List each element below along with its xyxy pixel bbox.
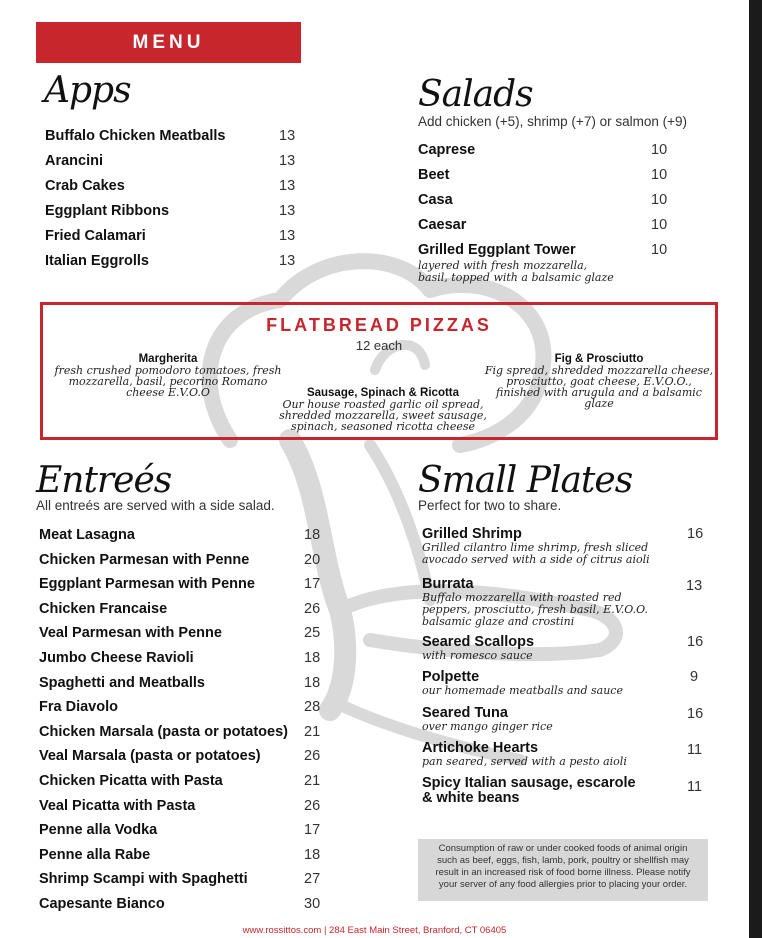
item-description: Grilled cilantro lime shrimp, fresh sliced <box>422 541 649 554</box>
item-price: 10 <box>651 242 668 258</box>
item-description: balsamic glaze and crostini <box>422 615 575 628</box>
pizza-description: finished with arugula and a balsamic <box>496 386 702 399</box>
small-plate-item <box>422 705 712 733</box>
item-price: 26 <box>304 600 321 617</box>
menu-item <box>418 217 698 242</box>
menu-item <box>39 625 329 650</box>
item-name: Beet <box>418 167 450 183</box>
item-price: 21 <box>304 723 321 740</box>
pizza-name: Fig & Prosciutto <box>554 353 644 365</box>
item-price: 30 <box>304 895 321 912</box>
pizza-item <box>273 387 493 432</box>
item-name: Burrata <box>422 576 474 592</box>
item-name: Buffalo Chicken Meatballs <box>45 128 226 144</box>
item-price: 13 <box>279 128 296 144</box>
small-plates-subtitle: Perfect for two to share. <box>418 498 562 513</box>
menu-item <box>39 822 329 847</box>
item-price: 16 <box>687 634 704 650</box>
pizza-name: Margherita <box>138 353 198 365</box>
item-name: Veal Marsala (pasta or potatoes) <box>39 748 261 765</box>
item-price: 13 <box>279 203 296 219</box>
menu-item <box>418 192 698 217</box>
small-plate-item <box>422 669 712 697</box>
flatbread-title: FLATBREAD PIZZAS <box>266 315 492 335</box>
item-price: 13 <box>279 153 296 169</box>
item-price: 25 <box>304 625 321 642</box>
item-price: 17 <box>304 576 321 593</box>
food-safety-notice <box>418 839 708 901</box>
item-price: 10 <box>651 167 668 183</box>
item-description: our homemade meatballs and sauce <box>422 684 623 697</box>
menu-item <box>39 650 329 675</box>
pizza-description: prosciutto, goat cheese, E.V.O.O., <box>506 375 692 388</box>
item-name: Veal Picatta with Pasta <box>39 797 196 814</box>
notice-line: your server of any food allergies prior to placing your order. <box>438 879 688 890</box>
menu-item <box>45 178 305 203</box>
item-name: Caprese <box>418 142 476 158</box>
item-name: Seared Scallops <box>422 634 535 650</box>
item-price: 21 <box>304 772 321 789</box>
item-name: & white beans <box>422 790 520 806</box>
item-price: 28 <box>304 699 321 716</box>
pizza-description: spinach, seasoned ricotta cheese <box>290 420 476 433</box>
item-price: 27 <box>304 871 321 888</box>
entrees-subtitle: All entreés are served with a side salad. <box>36 498 275 513</box>
item-price: 26 <box>304 797 321 814</box>
pizza-description: shredded mozzarella, sweet sausage, <box>279 409 487 422</box>
item-name: Eggplant Ribbons <box>45 203 170 219</box>
menu-item <box>39 847 329 872</box>
item-description: Buffalo mozzarella with roasted red <box>422 591 622 604</box>
item-price: 13 <box>686 578 703 594</box>
item-price: 10 <box>651 217 668 233</box>
menu-item <box>418 142 698 167</box>
item-name: Arancini <box>45 153 104 169</box>
item-price: 18 <box>304 649 321 666</box>
item-name: Italian Eggrolls <box>45 253 149 269</box>
small-plates-heading: Small Plates <box>418 460 633 501</box>
page-edge-bar <box>749 0 762 938</box>
item-name: Artichoke Hearts <box>422 740 539 756</box>
pizza-name: Sausage, Spinach & Ricotta <box>306 387 460 399</box>
menu-item <box>39 724 329 749</box>
item-name: Crab Cakes <box>45 178 125 194</box>
menu-item <box>418 242 698 260</box>
menu-item <box>39 773 329 798</box>
item-name: Eggplant Parmesan with Penne <box>39 576 255 593</box>
menu-item <box>39 675 329 700</box>
item-name: Fra Diavolo <box>39 699 118 716</box>
salads-subtitle: Add chicken (+5), shrimp (+7) or salmon (+9) <box>418 114 687 129</box>
item-name: Penne alla Rabe <box>39 846 151 863</box>
menu-item <box>39 896 329 921</box>
item-price: 20 <box>304 551 321 568</box>
menu-item <box>39 576 329 601</box>
menu-item <box>45 153 305 178</box>
item-description: pan seared, served with a pesto aioli <box>422 755 627 768</box>
apps-list <box>45 128 305 278</box>
pizza-item <box>53 353 283 398</box>
menu-item <box>39 601 329 626</box>
item-name: Spicy Italian sausage, escarole <box>422 775 636 791</box>
item-price: 18 <box>304 674 321 691</box>
notice-line: such as beef, eggs, fish, lamb, pork, poultry or shellfish may <box>437 855 689 866</box>
menu-item <box>418 167 698 192</box>
item-name: Spaghetti and Meatballs <box>39 674 205 691</box>
item-description: layered with fresh mozzarella, <box>418 259 588 272</box>
item-price: 16 <box>687 706 704 722</box>
pizza-description: Our house roasted garlic oil spread, <box>282 398 484 411</box>
pizza-description: glaze <box>584 397 614 410</box>
salads-heading: Salads <box>418 74 533 115</box>
small-plate-item <box>422 526 712 566</box>
item-price: 13 <box>279 253 296 269</box>
item-price: 10 <box>651 142 668 158</box>
item-name: Caesar <box>418 217 467 233</box>
item-description: with romesco sauce <box>422 649 533 662</box>
menu-item <box>45 203 305 228</box>
item-description: peppers, prosciutto, fresh basil, E.V.O.O. <box>422 603 648 616</box>
flatbread-subtitle: 12 each <box>355 338 403 353</box>
menu-item <box>39 871 329 896</box>
salads-list <box>418 142 698 284</box>
notice-line: result in an increased risk of food borne illness. Please notify <box>435 867 691 878</box>
item-price: 26 <box>304 748 321 765</box>
apps-heading: Apps <box>44 70 131 111</box>
pizza-description: Fig spread, shredded mozzarella cheese, <box>484 364 714 377</box>
menu-item <box>39 798 329 823</box>
item-description: avocado served with a side of citrus aioli <box>422 553 650 566</box>
item-name: Grilled Eggplant Tower <box>418 242 576 258</box>
item-price: 18 <box>304 846 321 863</box>
notice-line: Consumption of raw or under cooked foods of animal origin <box>438 843 688 854</box>
item-name: Jumbo Cheese Ravioli <box>39 649 194 666</box>
menu-item <box>39 552 329 577</box>
item-name: Capesante Bianco <box>39 895 165 912</box>
item-name: Casa <box>418 192 453 208</box>
footer-contact: www.rossittos.com | 284 East Main Street, Branford, CT 06405 <box>242 925 507 936</box>
item-description: basil, topped with a balsamic glaze <box>418 271 614 284</box>
item-name: Grilled Shrimp <box>422 526 522 542</box>
pizza-item <box>481 353 717 409</box>
small-plate-item <box>422 776 712 806</box>
item-name: Chicken Francaise <box>39 600 168 617</box>
item-price: 17 <box>304 822 321 839</box>
entrees-heading: Entreés <box>36 460 172 501</box>
item-price: 18 <box>304 527 321 543</box>
entrees-list <box>39 527 329 921</box>
item-name: Penne alla Vodka <box>39 822 158 839</box>
menu-item <box>45 253 305 278</box>
item-name: Polpette <box>422 669 480 685</box>
menu-item <box>39 699 329 724</box>
menu-item <box>39 748 329 773</box>
flatbread-section <box>40 302 718 440</box>
small-plate-item <box>422 634 712 662</box>
menu-item <box>45 228 305 253</box>
pizza-description: mozzarella, basil, pecorino Romano <box>68 375 268 388</box>
pizza-description: fresh crushed pomodoro tomatoes, fresh <box>54 364 282 377</box>
item-price: 11 <box>687 742 703 758</box>
item-name: Seared Tuna <box>422 705 508 721</box>
menu-title-banner: MENU <box>36 22 301 63</box>
menu-item <box>45 128 305 153</box>
item-price: 13 <box>279 228 296 244</box>
item-name: Veal Parmesan with Penne <box>39 625 222 642</box>
item-name: Fried Calamari <box>45 228 146 244</box>
item-description: over mango ginger rice <box>422 720 553 733</box>
menu-item <box>39 527 329 552</box>
item-name: Chicken Parmesan with Penne <box>39 551 250 568</box>
small-plate-item <box>422 740 712 768</box>
item-price: 11 <box>687 779 703 795</box>
item-price: 13 <box>279 178 296 194</box>
item-name: Chicken Picatta with Pasta <box>39 772 223 789</box>
pizza-description: cheese E.V.O.O <box>126 386 210 399</box>
item-price: 9 <box>690 669 699 685</box>
item-name: Chicken Marsala (pasta or potatoes) <box>39 723 288 740</box>
item-price: 10 <box>651 192 668 208</box>
small-plate-item <box>422 576 712 628</box>
item-name: Meat Lasagna <box>39 527 135 543</box>
item-name: Shrimp Scampi with Spaghetti <box>39 871 248 888</box>
item-price: 16 <box>687 526 704 542</box>
